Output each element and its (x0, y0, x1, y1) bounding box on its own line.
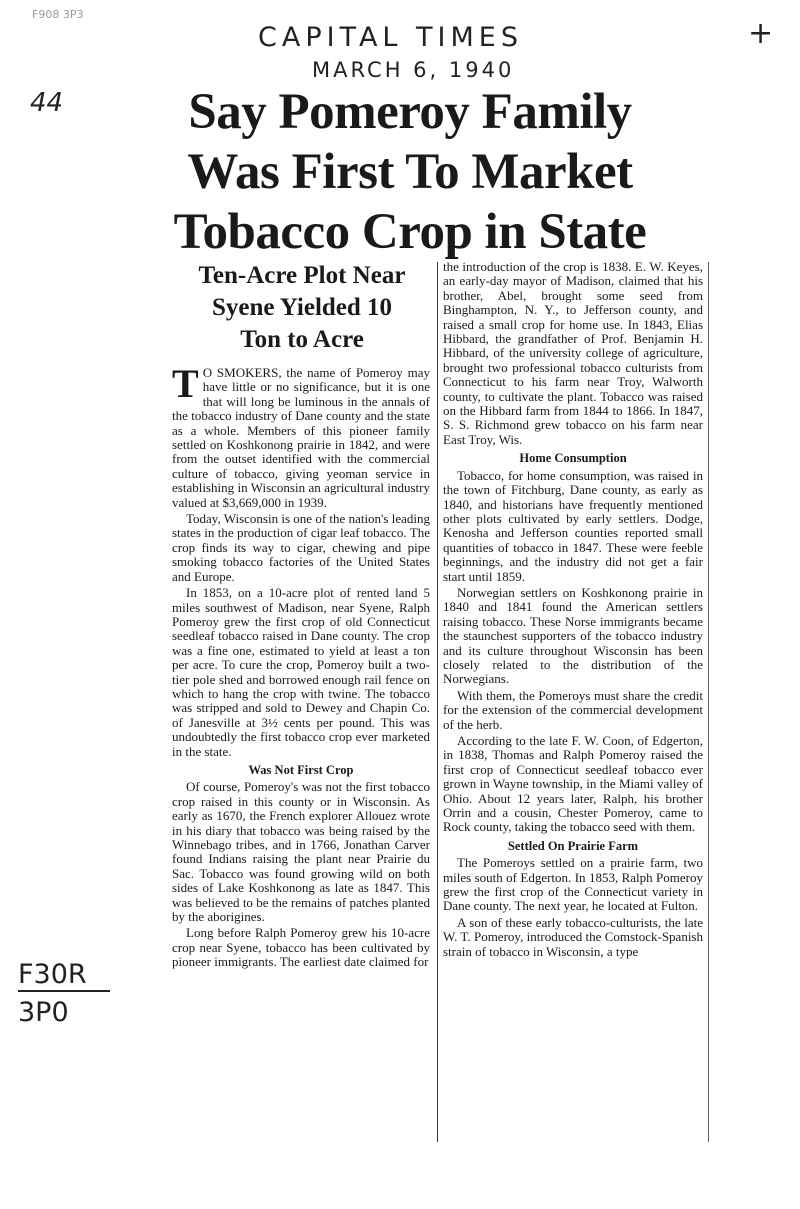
file-code (18, 956, 87, 1032)
corner-note: F908 3P3 (32, 8, 84, 21)
column-rule (437, 262, 438, 1142)
column-rule (708, 262, 709, 1142)
paragraph: With them, the Pomeroys must share the credit for the extension of the commercial development of the herb. (443, 687, 703, 732)
publication-date: MARCH 6, 1940 (312, 58, 515, 82)
plus-mark: + (748, 16, 774, 51)
paragraph: Today, Wisconsin is one of the nation's leading states in the production of cigar leaf tobacco. The crop finds its way to cigar, chewing and pipe smoking tobacco factories of the United States and Europe. (172, 511, 430, 584)
file-code-line1: F30R (18, 959, 87, 990)
subheadline-deck (168, 260, 436, 356)
paragraph: Tobacco, for home consumption, was raised in the town of Fitchburg, Dane county, as early as 1840, and historians have frequently mentioned other plots cultivated by early settlers. Dodge, Kenosha and Jefferson counties reported small quantities of tobacco in 1847. These were feeble beginnings, and the industry did not get a fair start until 1859. (443, 467, 703, 584)
headline (130, 82, 690, 262)
paragraph: The Pomeroys settled on a prairie farm, two miles south of Edgerton. In 1853, Ralph Pomeroy grew the first crop of the Connecticut variety in Dane county. The next year, he located at Fulton. (443, 855, 703, 914)
paragraph: Long before Ralph Pomeroy grew his 10-acre crop near Syene, tobacco has been cultivated by pioneer immigrants. The earliest date claimed for (172, 925, 430, 970)
article-column-1 (172, 361, 430, 972)
headline-line2: Was First To Market (187, 144, 633, 200)
drop-cap: T (172, 361, 199, 406)
deck-line2: Syene Yielded 10 (211, 294, 393, 321)
paragraph: Norwegian settlers on Koshkonong prairie in 1840 and 1841 found the American settlers raising tobacco. These Norse immigrants became the staunchest supporters of the tobacco industry and its culture throughout Wisconsin has been closely related to the distribution of the Norwegians. (443, 584, 703, 687)
headline-line3: Tobacco Crop in State (173, 204, 647, 260)
paragraph: According to the late F. W. Coon, of Edgerton, in 1838, Thomas and Ralph Pomeroy raised the first crop of Connecticut seedleaf tobacco ever grown in Wayne township, in the Miami valley of Ohio. About 12 years later, Ralph, his brother Orrin and a cousin, Chester Pomeroy, came to Rock county, taking the tobacco seed with them. (443, 733, 703, 835)
paragraph: T O SMOKERS, the name of Pomeroy may have little or no significance, but it is one that will long be luminous in the annals of the tobacco industry of Dane county and the state as a whole. Members of this pioneer family settled on Koshkonong prairie in 1842, and were from the outset identified with the commercial culture of tobacco, giving yeoman service in establishing in Wisconsin an agricultural industry valued at $3,669,000 in 1939. (172, 361, 430, 510)
file-code-line2: 3P0 (18, 997, 69, 1028)
paragraph: Of course, Pomeroy's was not the first tobacco crop raised in this county or in Wisconsin. As early as 1670, the French explorer Allouez wrote in his diary that tobacco was being raised by the Winnebago tribes, and in 1766, Jonathan Carver found Indians raising the plant near Prairie du Sac. Tobacco was found growing wild on both sides of Lake Koshkonong as late as 1847. This was believed to be the remains of patches planted by the aborigines. (172, 779, 430, 925)
headline-line1: Say Pomeroy Family (188, 84, 632, 140)
deck-line1: Ten-Acre Plot Near (198, 262, 406, 289)
paragraph: the introduction of the crop is 1838. E. W. Keyes, an early-day mayor of Madison, claimed that his brother, Abel, brought some seed from Binghampton, N. Y., to Jefferson county, and raised a small crop for home use. In 1843, Elias Hibbard, the grandfather of Prof. Benjamin H. Hibbard, of the university college of agriculture, brought two professional tobacco culturists from Connecticut to his farm near Troy, Walworth county, to cultivate the plant. Tobacco was raised on the Hibbard farm from 1844 to 1866. In 1847, S. S. Richmond grew tobacco on his farm near East Troy, Wis. (443, 259, 703, 447)
deck-line3: Ton to Acre (240, 326, 364, 353)
article-column-2 (443, 260, 703, 961)
section-subhead: Settled On Prairie Farm (507, 838, 639, 853)
section-subhead: Home Consumption (519, 451, 627, 466)
file-code-underline (18, 990, 110, 992)
paragraph: In 1853, on a 10-acre plot of rented land 5 miles southwest of Madison, near Syene, Ralph Pomeroy grew the first crop of old Connecticut seedleaf tobacco raised in Dane county. The crop was a fine one, estimated to yield at least a ton per acre. To cure the crop, Pomeroy built a two-tier pole shed and borrowed enough rail fence on which to hang the crop with twine. The tobacco was stripped and sold to Dewey and Chapin Co. of Janesville at 3½ cents per pound. This was undoubtedly the first tobacco crop ever marketed in the state. (172, 585, 430, 759)
page-number: 44 (30, 88, 64, 118)
publication-name: CAPITAL TIMES (258, 22, 524, 53)
paragraph: A son of these early tobacco-culturists, the late W. T. Pomeroy, introduced the Comstock-Spanish strain of tobacco in Wisconsin, a type (443, 914, 703, 959)
section-subhead: Was Not First Crop (248, 762, 354, 777)
